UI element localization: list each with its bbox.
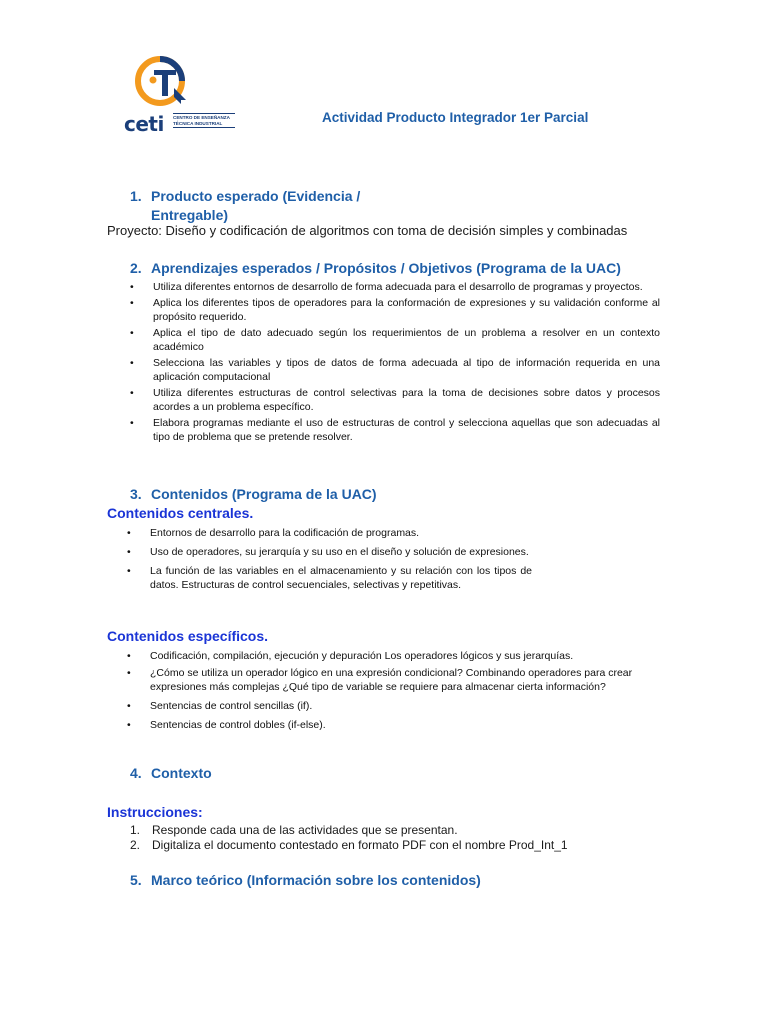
- section-number: 3.: [130, 486, 142, 502]
- list-number: 2.: [130, 838, 141, 852]
- section-number: 5.: [130, 872, 142, 888]
- list-item: [127, 545, 532, 559]
- section-number: 4.: [130, 765, 142, 781]
- central-contents-heading: Contenidos centrales.: [107, 505, 254, 521]
- list-item: [130, 416, 660, 444]
- bullet-icon: •: [130, 357, 134, 369]
- list-item: [127, 526, 532, 540]
- list-item: [127, 699, 647, 713]
- list-item: [130, 280, 660, 294]
- project-description: Proyecto: Diseño y codificación de algoritmos con toma de decisión simples y combinadas: [107, 223, 628, 238]
- list-item: [130, 356, 660, 384]
- list-item: [130, 326, 660, 354]
- bullet-icon: •: [127, 700, 131, 712]
- instructions-heading: Instrucciones:: [107, 804, 203, 820]
- bullet-icon: •: [130, 417, 134, 429]
- list-item: [127, 564, 532, 592]
- list-item-text: Sentencias de control dobles (if-else).: [150, 719, 326, 731]
- section-2-heading-text: Aprendizajes esperados / Propósitos / Objetivos (Programa de la UAC): [151, 260, 621, 276]
- logo-wordmark: ceti: [124, 112, 164, 136]
- ceti-logo: [124, 54, 236, 134]
- bullet-icon: •: [130, 327, 134, 339]
- list-item: [127, 666, 647, 694]
- list-item-text: Sentencias de control sencillas (if).: [150, 700, 313, 712]
- list-item: [130, 386, 660, 414]
- section-3-heading: [130, 486, 377, 502]
- specific-contents-list: [127, 649, 647, 732]
- list-item-text: Entornos de desarrollo para la codificación de programas.: [150, 527, 420, 539]
- bullet-icon: •: [127, 546, 131, 558]
- list-item-text: La función de las variables en el almacenamiento y su relación con los tipos de datos. Estructuras de control secuenciales, selectivas y repetitivas.: [150, 565, 532, 591]
- document-title: Actividad Producto Integrador 1er Parcial: [322, 110, 589, 125]
- section-3-heading-text: Contenidos (Programa de la UAC): [151, 486, 377, 502]
- section-2-heading: [130, 260, 621, 276]
- bullet-icon: •: [127, 565, 131, 577]
- section-5-heading: [130, 872, 481, 888]
- list-item-text: Selecciona las variables y tipos de datos de forma adecuada al tipo de información requerida en una aplicación computacional: [153, 357, 660, 383]
- learning-outcomes-list: [130, 280, 660, 444]
- bullet-icon: •: [130, 297, 134, 309]
- section-number: 2.: [130, 260, 142, 276]
- bullet-icon: •: [127, 527, 131, 539]
- bullet-icon: •: [127, 719, 131, 731]
- logo-subtitle-line: CENTRO DE ENSEÑANZA: [173, 115, 230, 120]
- list-item-text: Digitaliza el documento contestado en formato PDF con el nombre Prod_Int_1: [152, 838, 568, 852]
- list-item-text: Utiliza diferentes entornos de desarrollo de forma adecuada para el desarrollo de programas y proyectos.: [153, 281, 643, 293]
- section-1-heading: [130, 187, 360, 225]
- bullet-icon: •: [130, 387, 134, 399]
- section-4-heading: [130, 765, 212, 781]
- ceti-emblem-icon: [124, 54, 194, 112]
- section-5-heading-text: Marco teórico (Información sobre los contenidos): [151, 872, 481, 888]
- list-item-text: Aplica el tipo de dato adecuado según los requerimientos de un problema a resolver en un contexto académico: [153, 327, 660, 353]
- list-item: [130, 296, 660, 324]
- bullet-icon: •: [127, 667, 131, 679]
- list-item-text: Codificación, compilación, ejecución y depuración Los operadores lógicos y sus jerarquías.: [150, 650, 574, 662]
- instructions-list: [130, 823, 568, 853]
- list-item-text: Elabora programas mediante el uso de estructuras de control y selecciona aquellas que son adecuadas al tipo de problema que se pretende resolver.: [153, 417, 660, 443]
- list-item: [127, 718, 647, 732]
- logo-subtitle: [173, 113, 235, 128]
- bullet-icon: •: [130, 281, 134, 293]
- list-item-text: Responde cada una de las actividades que se presentan.: [152, 823, 458, 837]
- list-item-text: Aplica los diferentes tipos de operadores para la conformación de expresiones y su validación conforme al propósito requerido.: [153, 297, 660, 323]
- list-item: [127, 649, 647, 663]
- section-4-heading-text: Contexto: [151, 765, 212, 781]
- list-item: [130, 823, 568, 838]
- logo-subtitle-line: TÉCNICA INDUSTRIAL: [173, 120, 223, 126]
- section-1-heading-line2: Entregable): [151, 207, 229, 223]
- specific-contents-heading: Contenidos específicos.: [107, 628, 269, 644]
- list-item-text: ¿Cómo se utiliza un operador lógico en una expresión condicional? Combinando operadores para crear expresiones más complejas ¿Qué tipo de variable se requiere para almacenar cierta información?: [150, 667, 633, 693]
- section-number: 1.: [130, 188, 142, 204]
- central-contents-list: [127, 526, 532, 592]
- list-item-text: Utiliza diferentes estructuras de control selectivas para la toma de decisiones sobre datos y procesos acordes a un problema específico.: [153, 387, 660, 413]
- section-1-heading-line1: Producto esperado (Evidencia /: [151, 188, 361, 204]
- list-item-text: Uso de operadores, su jerarquía y su uso en el diseño y solución de expresiones.: [150, 546, 529, 558]
- list-item: [130, 838, 568, 853]
- bullet-icon: •: [127, 650, 131, 662]
- list-number: 1.: [130, 823, 141, 837]
